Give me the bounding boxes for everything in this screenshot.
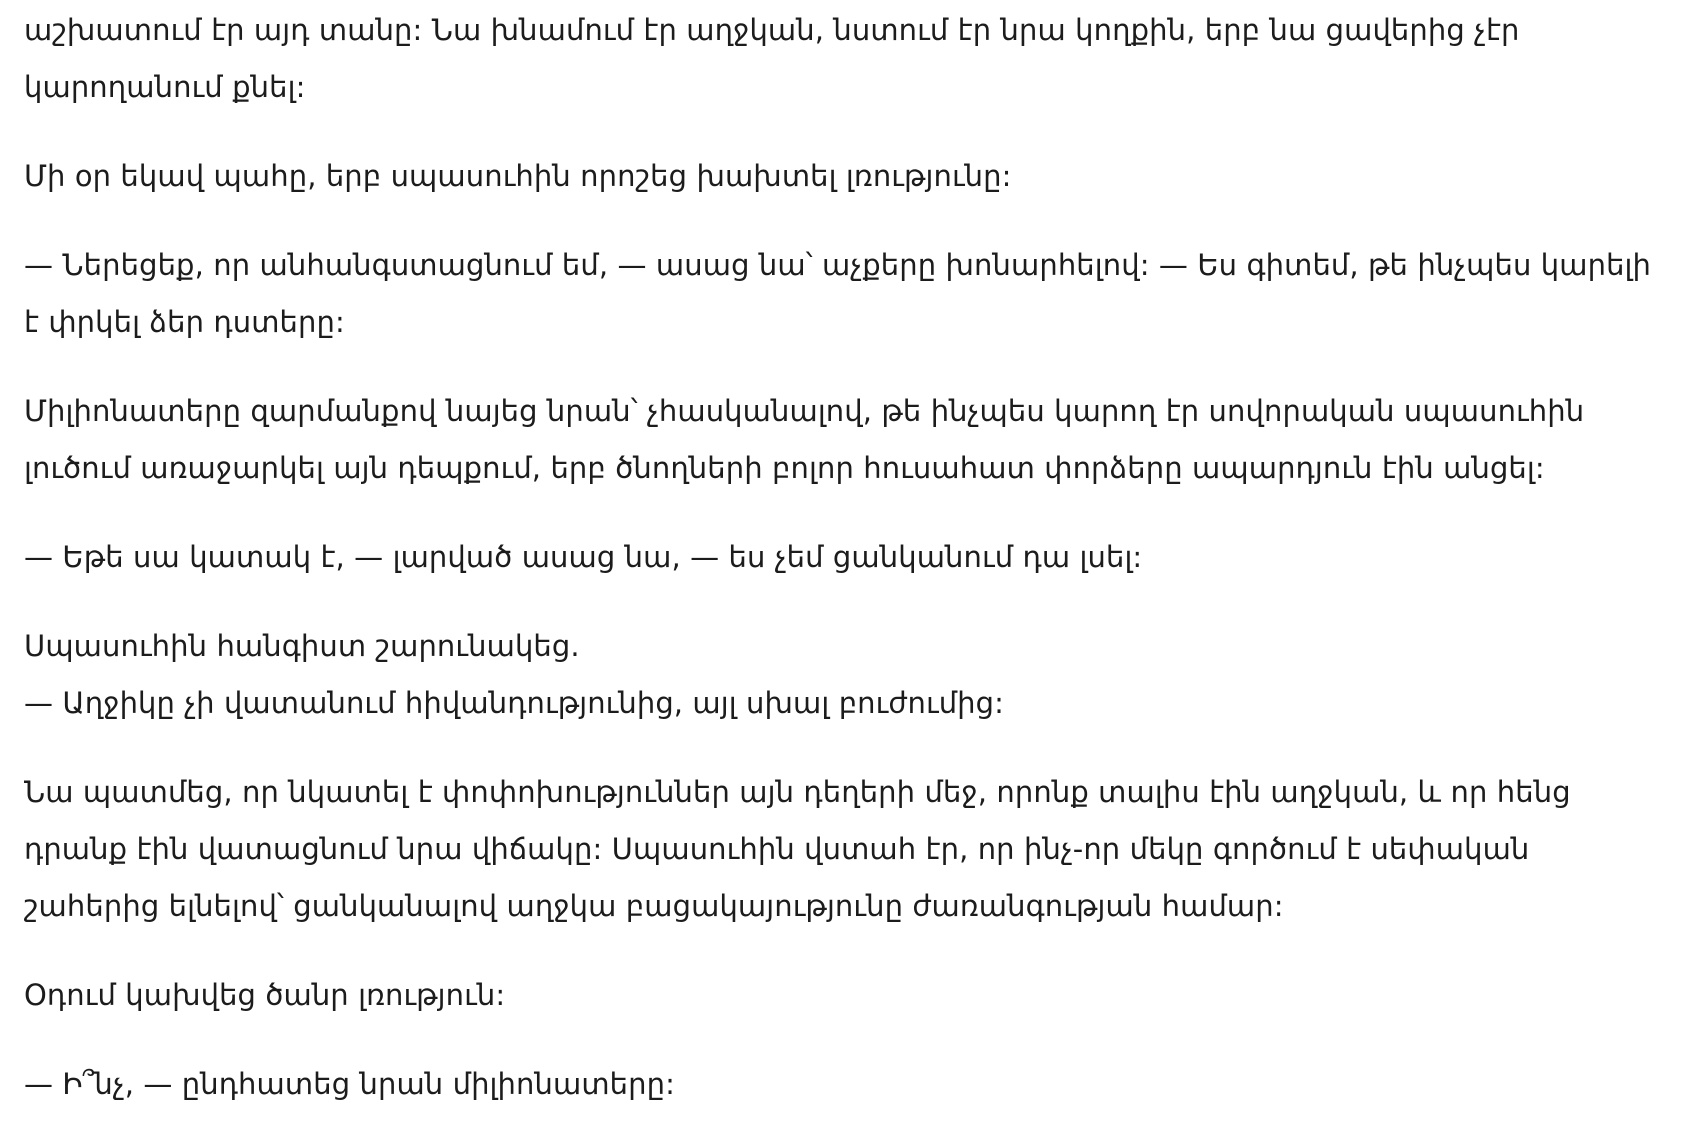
paragraph-10: — Ի՞նչ, — ընդհատեց նրան միլիոնատերը:	[24, 1067, 675, 1101]
paragraph-6: Սպասուհին հանգիստ շարունակեց.	[24, 629, 580, 663]
paragraph-7: — Աղջիկը չի վատանում հիվանդությունից, այլ սխալ բուժումից:	[24, 686, 1005, 720]
paragraph-3: — Ներեցեք, որ անհանգստացնում եմ, — ասաց նա՝ աչքերը խոնարհելով: — Ես գիտեմ, թե ինչպես կարելի է փրկել ձեր դստերը:	[24, 248, 1651, 339]
paragraph-8: Նա պատմեց, որ նկատել է փոփոխություններ այն դեղերի մեջ, որոնք տալիս էին աղջկան, և որ հենց դրանք էին վատացնում նրա վիճակը: Սպասուհին վստահ էր, որ ինչ-որ մեկը գործում է սեփական շահերից ելնելով՝ ցանկանալով աղջկա բացակայությունը ժառանգության համար:	[24, 775, 1571, 923]
paragraph-1: աշխատում էր այդ տանը: Նա խնամում էր աղջկան, նստում էր նրա կողքին, երբ նա ցավերից չէր կարողանում քնել:	[24, 13, 1520, 104]
paragraph-2: Մի օր եկավ պահը, երբ սպասուհին որոշեց խախտել լռությունը:	[24, 159, 1012, 193]
paragraph-4: Միլիոնատերը զարմանքով նայեց նրան՝ չհասկանալով, թե ինչպես կարող էր սովորական սպասուհին լուծում առաջարկել այն դեպքում, երբ ծնողների բոլոր հուսահատ փորձերը ապարդյուն էին անցել:	[24, 394, 1585, 485]
article-body	[24, 0, 1664, 1145]
paragraph-5: — Եթե սա կատակ է, — լարված ասաց նա, — ես չեմ ցանկանում դա լսել:	[24, 540, 1143, 574]
paragraph-9: Օդում կախվեց ծանր լռություն:	[24, 978, 506, 1012]
